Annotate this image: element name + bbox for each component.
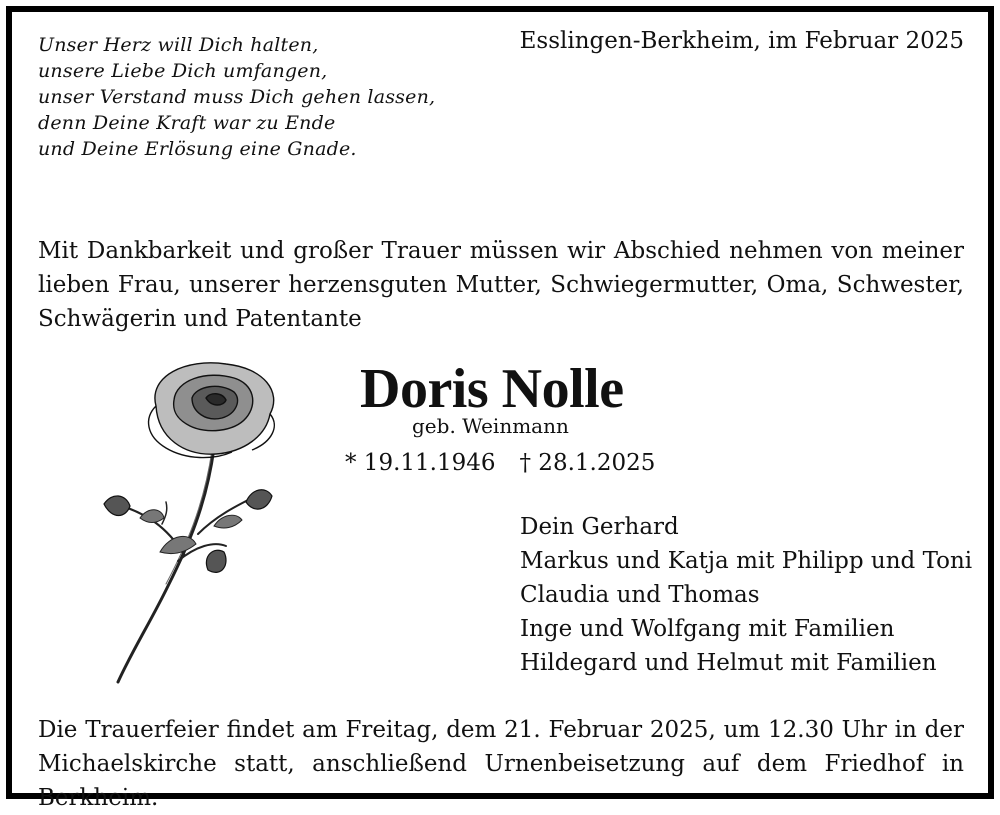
mourner-line: Claudia und Thomas bbox=[520, 582, 760, 608]
poem-line: denn Deine Kraft war zu Ende bbox=[38, 112, 336, 134]
birth-date: * 19.11.1946 bbox=[345, 450, 496, 476]
death-date: † 28.1.2025 bbox=[519, 450, 656, 476]
mourners-list bbox=[520, 510, 972, 680]
mourner-line: Dein Gerhard bbox=[520, 514, 679, 540]
service-details: Die Trauerfeier findet am Freitag, dem 21. Februar 2025, um 12.30 Uhr in der Michaelskirche statt, anschließend Urnenbeisetzung auf dem Friedhof in Berkheim. bbox=[38, 717, 964, 811]
deceased-name: Doris Nolle bbox=[360, 358, 624, 420]
poem-line: unser Verstand muss Dich gehen lassen, bbox=[38, 86, 436, 108]
life-dates bbox=[345, 450, 655, 476]
rose-icon bbox=[96, 356, 286, 686]
place-and-date: Esslingen-Berkheim, im Februar 2025 bbox=[519, 28, 964, 54]
mourner-line: Inge und Wolfgang mit Familien bbox=[520, 616, 895, 642]
poem-line: Unser Herz will Dich halten, bbox=[38, 34, 319, 56]
poem-line: unsere Liebe Dich umfangen, bbox=[38, 60, 328, 82]
poem-line: und Deine Erlösung eine Gnade. bbox=[38, 138, 357, 160]
maiden-name: geb. Weinmann bbox=[412, 414, 569, 438]
mourner-line: Hildegard und Helmut mit Familien bbox=[520, 650, 937, 676]
intro-text: Mit Dankbarkeit und großer Trauer müssen wir Abschied nehmen von meiner lieben Frau, unserer herzensguten Mutter, Schwiegermutter, Oma, Schwester, Schwägerin und Patentante bbox=[38, 238, 964, 332]
mourner-line: Markus und Katja mit Philipp und Toni bbox=[520, 548, 973, 574]
poem bbox=[38, 32, 435, 162]
